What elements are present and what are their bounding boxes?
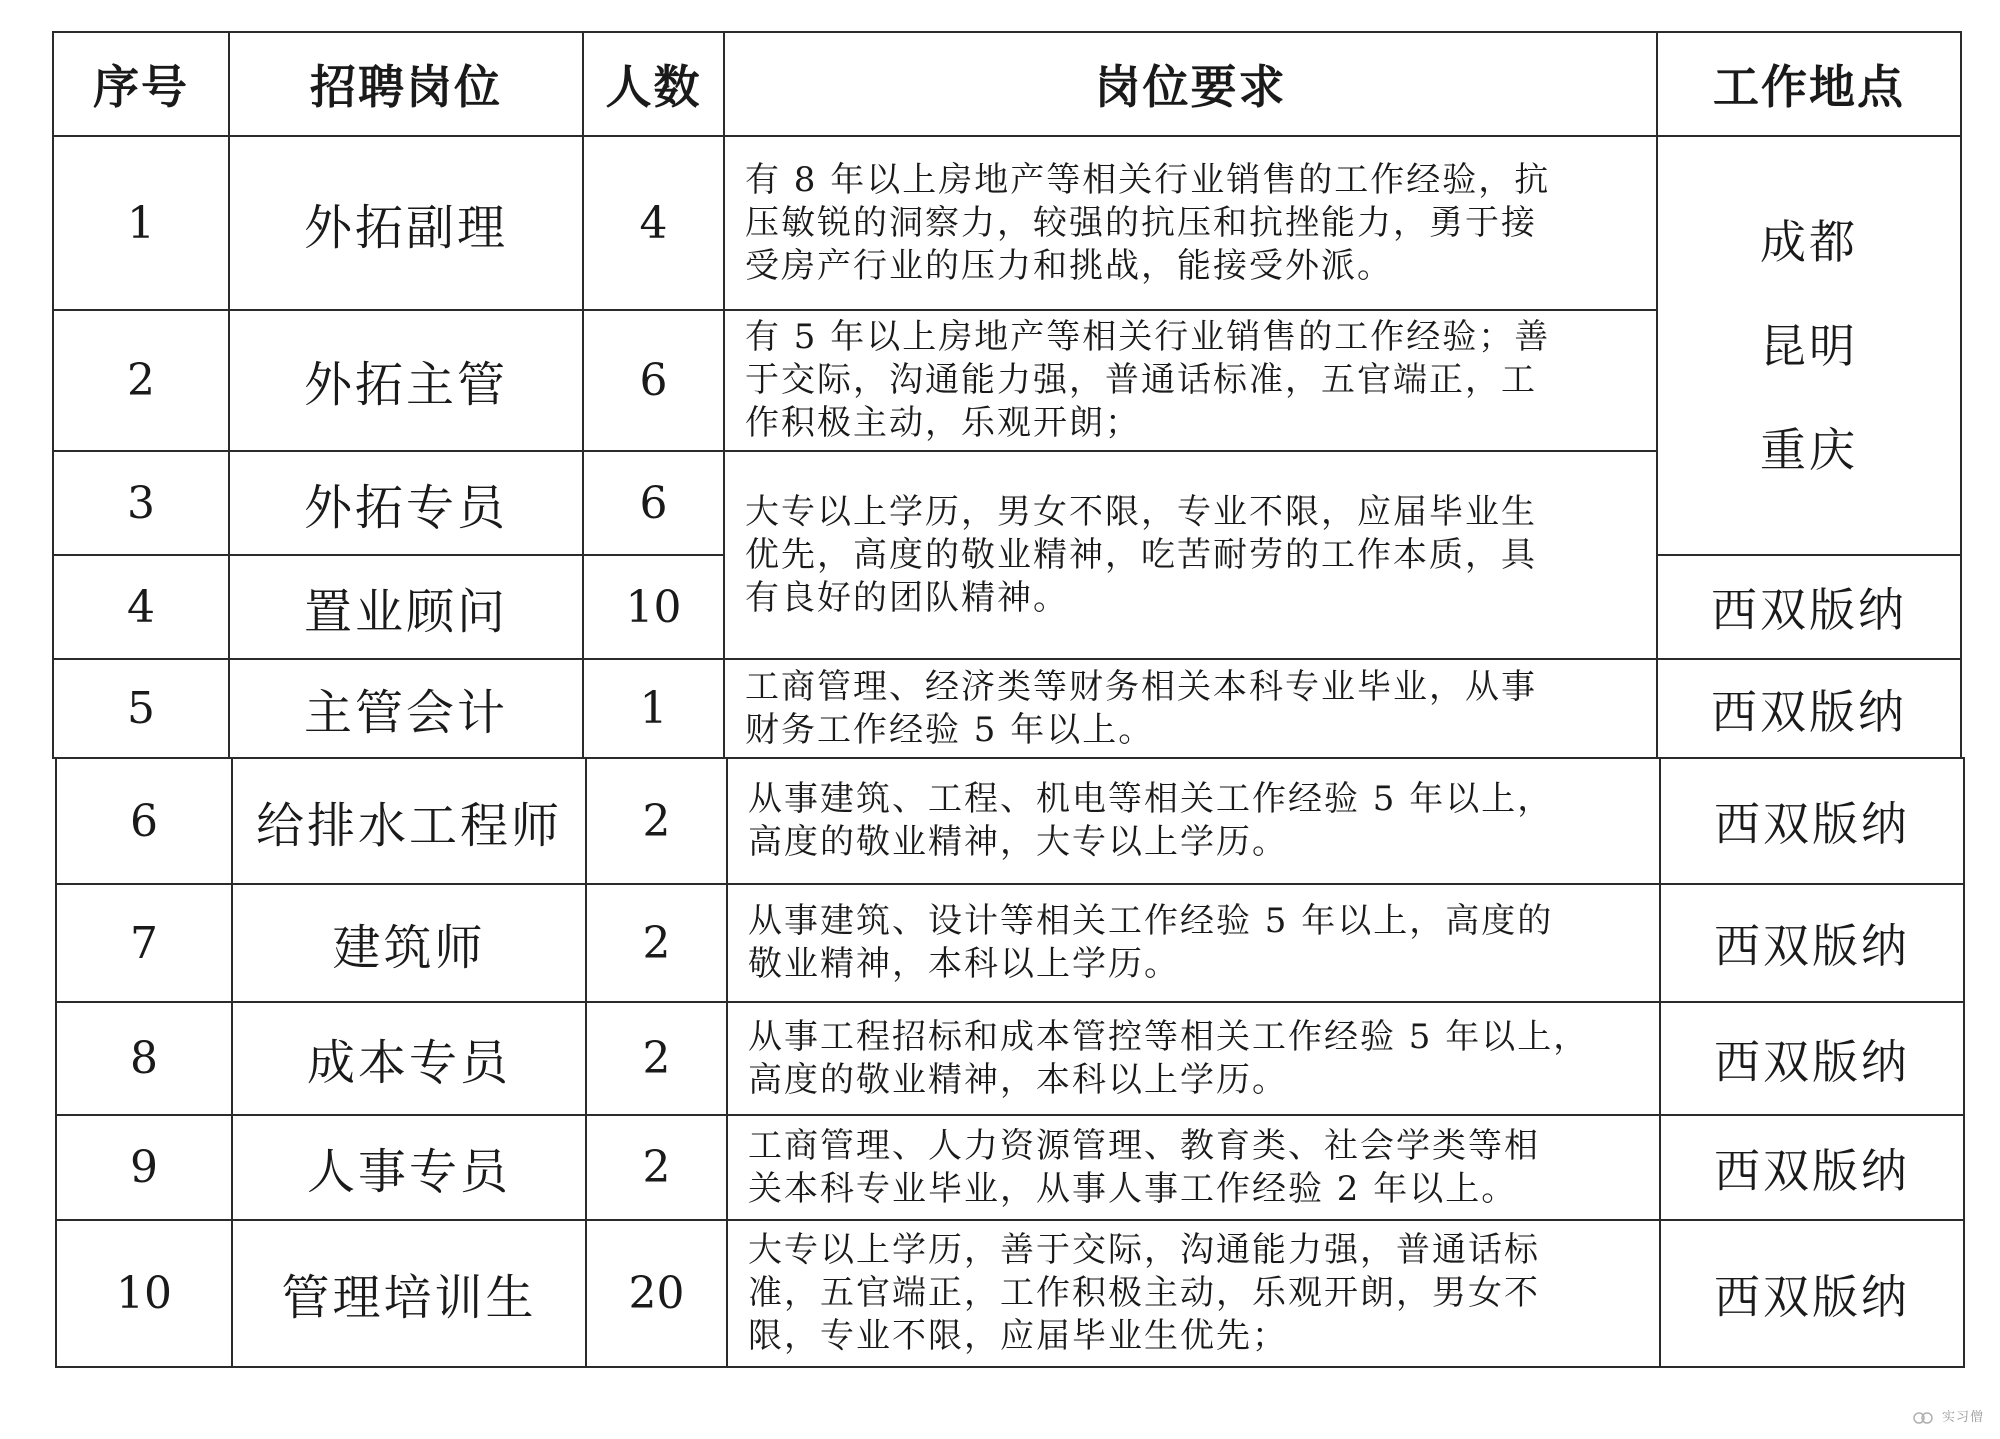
header-requirements: 岗位要求: [724, 32, 1657, 136]
table-row: [53, 136, 1961, 310]
row-post: 外拓副理: [229, 136, 583, 310]
table-row: [56, 1002, 1964, 1115]
row-post: 置业顾问: [229, 555, 583, 659]
row-location: 西双版纳: [1657, 659, 1961, 758]
row-requirements: [727, 884, 1660, 1002]
row-requirements: [724, 310, 1657, 451]
row-requirements: [727, 758, 1660, 884]
row-location: 西双版纳: [1660, 884, 1964, 1002]
table-row: [56, 1220, 1964, 1367]
row-location: 西双版纳: [1660, 1220, 1964, 1367]
req-line: 从事工程招标和成本管控等相关工作经验 5 年以上，: [748, 1016, 1590, 1057]
req-line: 工商管理、经济类等财务相关本科专业毕业，从事: [745, 666, 1537, 707]
header-location: 工作地点: [1657, 32, 1961, 136]
req-line: 作积极主动，乐观开朗；: [745, 403, 1141, 443]
row-count: 2: [586, 758, 727, 884]
req-line: 大专以上学历，善于交际，沟通能力强，普通话标: [748, 1230, 1540, 1270]
row-location-merged: [1657, 136, 1961, 555]
row-location: 西双版纳: [1660, 1002, 1964, 1115]
row-no: 7: [56, 884, 232, 1002]
row-post: 外拓专员: [229, 451, 583, 555]
req-line: 有良好的团队精神。: [745, 577, 1069, 618]
req-line: 准，五官端正，工作积极主动，乐观开朗，男女不: [748, 1273, 1540, 1313]
row-post: 成本专员: [232, 1002, 586, 1115]
req-line: 财务工作经验 5 年以上。: [745, 709, 1155, 750]
row-requirements: [724, 136, 1657, 310]
location-city: 昆明: [1760, 318, 1858, 373]
row-no: 8: [56, 1002, 232, 1115]
header-count: 人数: [583, 32, 724, 136]
row-requirements: [724, 659, 1657, 758]
table-row: [56, 1115, 1964, 1220]
watermark-text: 实习僧: [1941, 1410, 1984, 1425]
row-count: 2: [586, 884, 727, 1002]
row-no: 6: [56, 758, 232, 884]
location-city: 重庆: [1760, 422, 1858, 477]
row-count: 20: [586, 1220, 727, 1367]
row-requirements: [727, 1220, 1660, 1367]
row-requirements: [727, 1115, 1660, 1220]
req-line: 于交际，沟通能力强，普通话标准，五官端正，工: [745, 360, 1537, 400]
req-line: 高度的敬业精神，本科以上学历。: [748, 1059, 1288, 1100]
row-no: 5: [53, 659, 229, 758]
table-row: [56, 758, 1964, 884]
row-post: 给排水工程师: [232, 758, 586, 884]
row-count: 2: [586, 1115, 727, 1220]
location-city: 成都: [1760, 214, 1858, 269]
row-no: 3: [53, 451, 229, 555]
req-line: 优先，高度的敬业精神，吃苦耐劳的工作本质，具: [745, 534, 1537, 575]
table-row: [56, 884, 1964, 1002]
watermark: [1913, 1406, 1984, 1425]
row-no: 1: [53, 136, 229, 310]
row-count: 2: [586, 1002, 727, 1115]
watermark-logo-icon: [1913, 1411, 1933, 1425]
req-line: 压敏锐的洞察力，较强的抗压和抗挫能力，勇于接: [745, 202, 1537, 243]
row-post: 建筑师: [232, 884, 586, 1002]
row-no: 9: [56, 1115, 232, 1220]
req-line: 有 5 年以上房地产等相关行业销售的工作经验；善: [745, 317, 1551, 357]
req-line: 受房产行业的压力和挑战，能接受外派。: [745, 245, 1393, 286]
row-post: 管理培训生: [232, 1220, 586, 1367]
recruitment-table-top: [52, 31, 1962, 759]
req-line: 工商管理、人力资源管理、教育类、社会学类等相: [748, 1125, 1540, 1166]
table-header-row: [53, 32, 1961, 136]
row-count: 4: [583, 136, 724, 310]
row-requirements-merged: [724, 451, 1657, 659]
row-count: 10: [583, 555, 724, 659]
row-post: 人事专员: [232, 1115, 586, 1220]
row-no: 2: [53, 310, 229, 451]
row-no: 4: [53, 555, 229, 659]
row-count: 6: [583, 310, 724, 451]
row-location: 西双版纳: [1660, 1115, 1964, 1220]
header-no: 序号: [53, 32, 229, 136]
row-post: 外拓主管: [229, 310, 583, 451]
req-line: 大专以上学历，男女不限，专业不限，应届毕业生: [745, 491, 1537, 532]
row-no: 10: [56, 1220, 232, 1367]
header-post: 招聘岗位: [229, 32, 583, 136]
row-count: 6: [583, 451, 724, 555]
row-location: 西双版纳: [1657, 555, 1961, 659]
row-count: 1: [583, 659, 724, 758]
row-location: 西双版纳: [1660, 758, 1964, 884]
recruitment-table-bottom: [55, 757, 1965, 1368]
row-post: 主管会计: [229, 659, 583, 758]
req-line: 敬业精神，本科以上学历。: [748, 944, 1180, 984]
table-row: [53, 659, 1961, 758]
req-line: 从事建筑、工程、机电等相关工作经验 5 年以上，: [748, 779, 1554, 819]
req-line: 关本科专业毕业，从事人事工作经验 2 年以上。: [748, 1168, 1518, 1209]
row-requirements: [727, 1002, 1660, 1115]
req-line: 从事建筑、设计等相关工作经验 5 年以上，高度的: [748, 901, 1554, 941]
req-line: 限，专业不限，应届毕业生优先；: [748, 1316, 1288, 1356]
req-line: 有 8 年以上房地产等相关行业销售的工作经验，抗: [745, 159, 1551, 200]
req-line: 高度的敬业精神，大专以上学历。: [748, 822, 1288, 862]
